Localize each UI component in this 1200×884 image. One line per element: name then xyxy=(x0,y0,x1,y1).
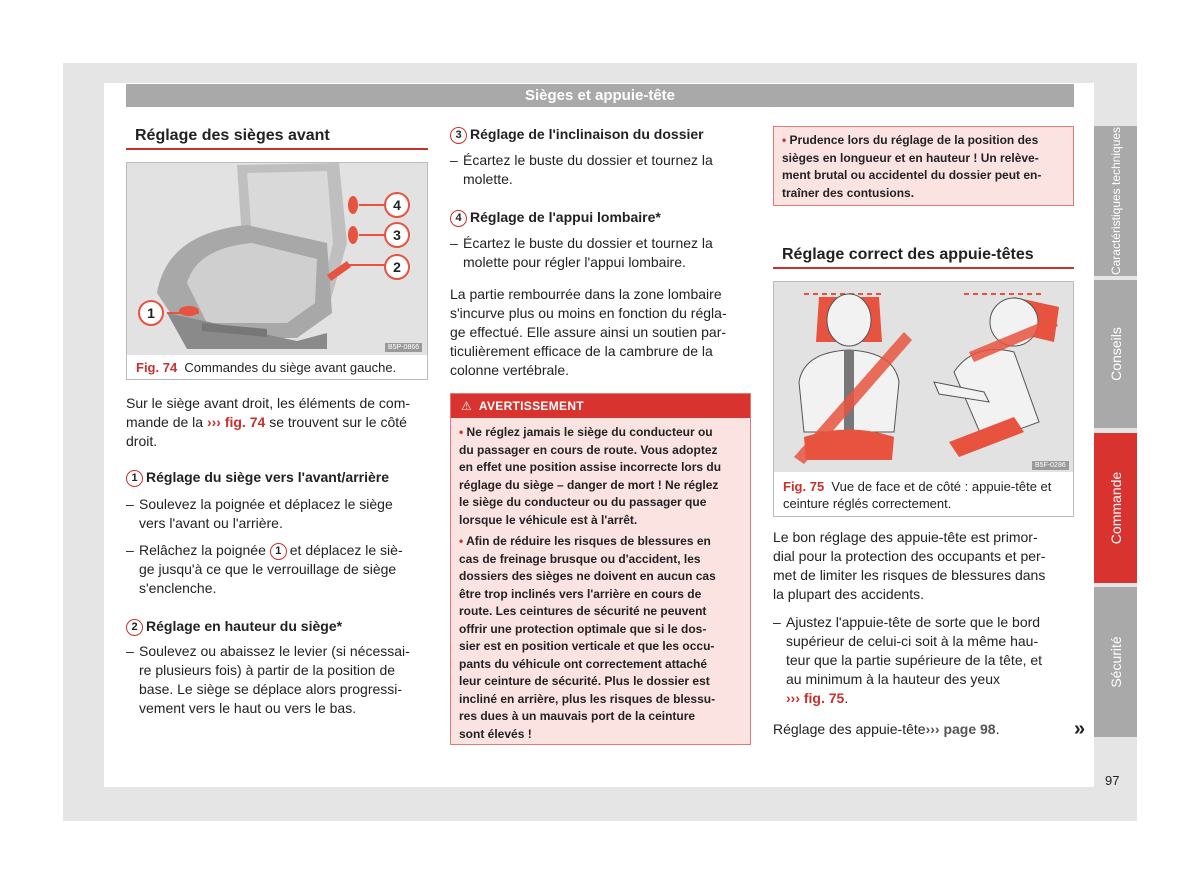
list-item: – Soulevez ou abaissez le levier (si nécessai- re plusieurs fois) à partir de la position de base. Le siège se déplace alors progressi- vement vers le haut ou vers le bas. xyxy=(126,643,410,716)
headrest-paragraph: Le bon réglage des appuie-tête est primor- dial pour la protection des occupants et per- met de limiter les risques de blessures dans la plupart des accidents. xyxy=(773,529,1046,602)
warning-triangle-icon: ⚠ xyxy=(461,399,473,413)
headrest-image xyxy=(774,282,1073,472)
callout-1-inline: 1 xyxy=(270,543,287,560)
intro-paragraph: Sur le siège avant droit, les éléments de com- mande de la ››› fig. 74 se trouvent sur le côté droit. xyxy=(126,395,411,449)
svg-text:4: 4 xyxy=(393,197,401,213)
callout-1: 1 xyxy=(126,470,143,487)
fig-74-link[interactable]: ››› fig. 74 xyxy=(206,414,266,430)
list-item: – Ajustez l'appuie-tête de sorte que le bord supérieur de celui-ci soit à la même hau- teur que la partie supérieure de la tête, et au minimum à la hauteur des yeux ››› fig. 75. xyxy=(773,614,1043,706)
section-heading-front-seats: Réglage des sièges avant xyxy=(135,127,330,144)
tab-commande[interactable]: Commande xyxy=(1094,433,1137,583)
section-header: Sièges et appuie-tête xyxy=(126,84,1074,107)
figure-74 xyxy=(126,162,428,380)
page-number: 97 xyxy=(1105,773,1120,788)
headrest-reference: Réglage des appuie-tête››› page 98. xyxy=(773,721,1000,737)
continue-arrow-icon: » xyxy=(1074,718,1086,740)
list-item: – Écartez le buste du dossier et tournez la molette. xyxy=(450,152,713,187)
figure-caption xyxy=(136,359,396,376)
subheading-1: 1 Réglage du siège vers l'avant/arrière xyxy=(126,468,389,487)
subheading-2: 2 Réglage en hauteur du siège* xyxy=(126,617,342,636)
figure-caption: Fig. 75 Vue de face et de côté : appuie-tête et ceinture réglés correctement. xyxy=(783,479,1052,511)
seat-controls-image xyxy=(127,163,427,355)
lumbar-paragraph: La partie rembourrée dans la zone lombaire s'incurve plus ou moins en fonction du régla- ge effectué. Elle assure ainsi un soutien par- ticulièrement efficace de la cambrure de la colonne vertébrale. xyxy=(450,286,727,378)
warning-body: • Ne réglez jamais le siège du conducteur ou du passager en cours de route. Vous adoptez en effet une position assise incorrecte lors du réglage du siège – danger de mort ! Ne réglez le siège du conducteur ou du passager que lorsque le véhicule est à l'arrêt. • Afin de réduire les risques de blessures en cas de freinage brusque ou d'accident, les dossiers des sièges ne doivent en aucun cas être trop inclinés vers l'arrière en cours de route. Les ceintures de sécurité ne peuvent offrir une protection optimale que si le dos- sier est en position verticale et que les occu- pants du véhicule ont correctement attaché leur ceinture de sécurité. Plus le dossier est incliné en arrière, plus les risques de blessu- res dues à un mauvais port de la ceinture sont élevés ! xyxy=(459,425,722,741)
page-98-link[interactable]: ››› page 98 xyxy=(925,721,996,737)
figure-label: Fig. 75 xyxy=(783,479,825,494)
svg-text:3: 3 xyxy=(393,227,401,243)
warning-header: ⚠ AVERTISSEMENT xyxy=(451,394,750,418)
svg-text:2: 2 xyxy=(393,259,401,275)
caution-box: • Prudence lors du réglage de la position des sièges en longueur et en hauteur ! Un relève- ment brutal ou accidentel du dossier peut en- traîner des contusions. xyxy=(773,126,1074,206)
subheading-3: 3 Réglage de l'inclinaison du dossier xyxy=(450,125,704,144)
callout-3: 3 xyxy=(450,127,467,144)
list-item: – Écartez le buste du dossier et tournez la molette pour régler l'appui lombaire. xyxy=(450,235,713,270)
svg-text:1: 1 xyxy=(147,305,155,321)
figure-code: B5F-0286 xyxy=(1032,461,1069,470)
heading-underline xyxy=(126,148,428,150)
tab-caracteristiques-techniques[interactable]: Caractéristiques techniques xyxy=(1094,126,1137,276)
headrest-illustration xyxy=(774,282,1073,472)
fig-75-link[interactable]: ››› fig. 75 xyxy=(786,690,845,706)
heading-underline xyxy=(773,267,1074,269)
subheading-4: 4 Réglage de l'appui lombaire* xyxy=(450,208,661,227)
figure-75 xyxy=(773,281,1074,517)
figure-label: Fig. 74 xyxy=(136,360,178,375)
callout-2: 2 xyxy=(126,619,143,636)
tab-conseils[interactable]: Conseils xyxy=(1094,280,1137,428)
figure-caption-text: Commandes du siège avant gauche. xyxy=(184,360,397,375)
section-heading-headrests: Réglage correct des appuie-têtes xyxy=(782,246,1034,263)
figure-code: B5P-0866 xyxy=(385,343,422,352)
warning-box xyxy=(450,393,751,745)
seat-illustration xyxy=(127,163,427,355)
tab-securite[interactable]: Sécurité xyxy=(1094,587,1137,737)
callout-4: 4 xyxy=(450,210,467,227)
list-item: – Soulevez la poignée et déplacez le siège vers l'avant ou l'arrière. xyxy=(126,496,393,531)
list-item: – Relâchez la poignée 1 et déplacez le siè- ge jusqu'à ce que le verrouillage de siège s'enclenche. xyxy=(126,542,403,596)
